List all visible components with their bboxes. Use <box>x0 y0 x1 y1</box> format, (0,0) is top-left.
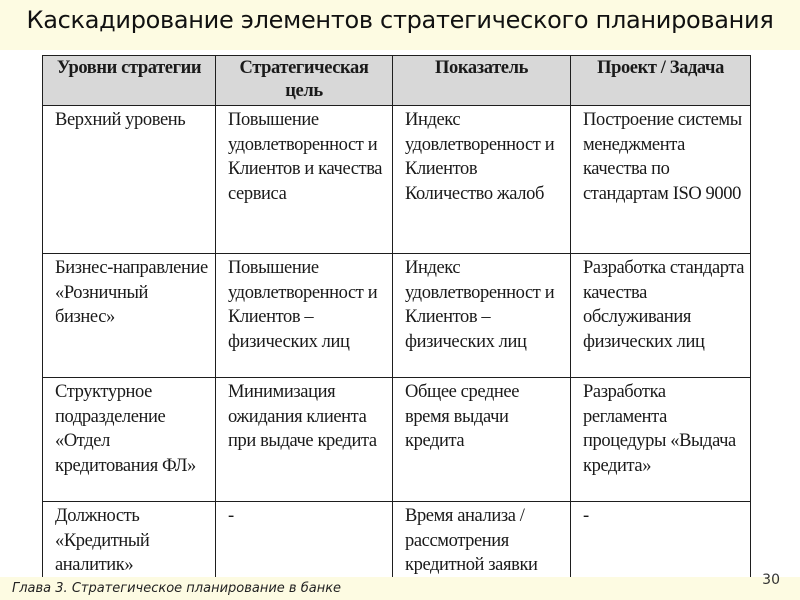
table-cell: Индекс удовлетворенност и Клиентов Количество жалоб <box>393 106 571 254</box>
table-cell: Бизнес-направление «Розничный бизнес» <box>43 254 216 378</box>
header-cell: Стратегическая цель <box>216 56 393 106</box>
table-cell: Должность «Кредитный аналитик» <box>43 502 216 581</box>
header-cell: Проект / Задача <box>571 56 751 106</box>
table-container <box>42 55 750 573</box>
table-cell: Минимизация ожидания клиента при выдаче кредита <box>216 378 393 502</box>
table-row <box>43 378 751 502</box>
table-cell: Повышение удовлетворенност и Клиентов – физических лиц <box>216 254 393 378</box>
table-row <box>43 254 751 378</box>
table-cell: Структурное подразделение «Отдел кредитования ФЛ» <box>43 378 216 502</box>
slide-title: Каскадирование элементов стратегического планирования <box>26 6 774 34</box>
table-cell: Общее среднее время выдачи кредита <box>393 378 571 502</box>
chapter-label: Глава 3. Стратегическое планирование в банке <box>12 581 342 596</box>
table-cell: Разработка стандарта качества обслуживания физических лиц <box>571 254 751 378</box>
table-cell: - <box>571 502 751 581</box>
table-cell: Индекс удовлетворенност и Клиентов – физических лиц <box>393 254 571 378</box>
title-bar <box>0 0 800 50</box>
table-cell: - <box>216 502 393 581</box>
table-header-row <box>43 56 751 106</box>
table-cell: Разработка регламента процедуры «Выдача кредита» <box>571 378 751 502</box>
header-cell: Уровни стратегии <box>43 56 216 106</box>
page-number: 30 <box>762 572 780 588</box>
table-cell: Верхний уровень <box>43 106 216 254</box>
table-cell: Повышение удовлетворенност и Клиентов и качества сервиса <box>216 106 393 254</box>
table-row <box>43 502 751 581</box>
table-cell: Время анализа / рассмотрения кредитной заявки <box>393 502 571 581</box>
footer-bar <box>0 572 800 600</box>
strategy-cascade-table <box>42 55 751 581</box>
header-cell: Показатель <box>393 56 571 106</box>
table-row <box>43 106 751 254</box>
table-cell: Построение системы менеджмента качества по стандартам ISO 9000 <box>571 106 751 254</box>
